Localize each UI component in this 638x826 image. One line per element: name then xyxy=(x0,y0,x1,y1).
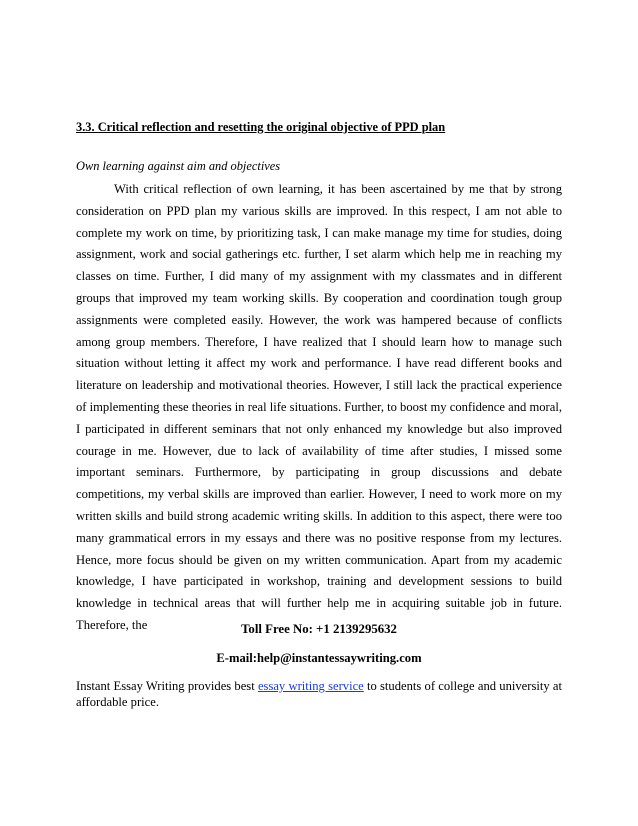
essay-writing-service-link[interactable]: essay writing service xyxy=(257,679,364,693)
toll-free-number: Toll Free No: +1 2139295632 xyxy=(241,622,397,636)
footer-text-after: to students of college and university at affordable price. xyxy=(76,679,562,709)
section-title: . Critical reflection and resetting the original objective of PPD plan xyxy=(91,120,446,134)
subheading: Own learning against aim and objectives xyxy=(76,159,281,173)
footer-text-before: Instant Essay Writing provides best xyxy=(76,679,258,693)
section-heading xyxy=(76,120,566,135)
contact-email: E-mail:help@instantessaywriting.com xyxy=(216,651,422,665)
body-paragraph: With critical reflection of own learning, it has been ascertained by me that by strong consideration on PPD plan my various skills are improved. In this respect, I am not able to complete my work on time, by prioritizing task, I can make manage my time for studies, doing assignment, work and social gatherings etc. further, I set alarm which help me in reaching my classes on time. Further, I did many of my assignment with my classmates and in different groups that improved my team working skills. By cooperation and coordination tough group assignments were completed easily. However, the work was hampered because of conflicts among group members. Therefore, I have realized that I should learn how to manage such situation without letting it affect my work and performance. I have read different books and literature on leadership and motivational theories. However, I still lack the practical experience of implementing these theories in real life situations. Further, to boost my confidence and moral, I participated in different seminars that not only enhanced my knowledge but also improved courage in me. However, due to lack of availability of time after studies, I missed some important seminars. Furthermore, by participating in group discussions and debate competitions, my verbal skills are improved than earlier. However, I need to work more on my written skills and build strong academic writing skills. In addition to this aspect, there were too many grammatical errors in my essays and there was no positive response from my lectures. Hence, more focus should be given on my written communication. Apart from my academic knowledge, I have participated in workshop, training and development sessions to build knowledge in technical areas that will further help me in acquiring suitable job in future. Therefore, the xyxy=(76,182,562,632)
section-number: 3.3 xyxy=(76,120,92,134)
footer-text xyxy=(76,679,562,710)
